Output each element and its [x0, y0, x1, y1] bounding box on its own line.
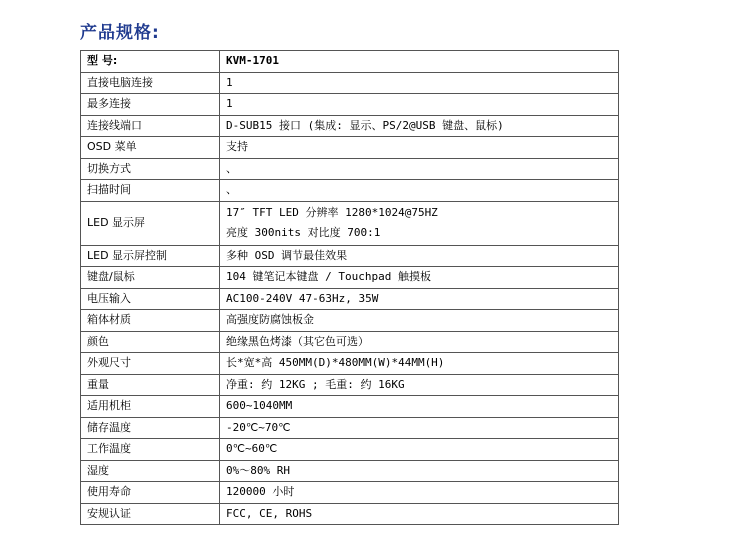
table-row — [81, 245, 619, 267]
spec-label: 型 号: — [81, 51, 220, 73]
table-row — [81, 94, 619, 116]
table-row — [81, 503, 619, 525]
spec-value: 120000 小时 — [220, 482, 619, 504]
spec-value: 、 — [220, 180, 619, 202]
spec-label: 最多连接 — [81, 94, 220, 116]
spec-label: 适用机柜 — [81, 396, 220, 418]
spec-label: 键盘/鼠标 — [81, 267, 220, 289]
spec-label: 箱体材质 — [81, 310, 220, 332]
spec-label: 电压输入 — [81, 288, 220, 310]
spec-label: OSD 菜单 — [81, 137, 220, 159]
spec-label: 重量 — [81, 374, 220, 396]
spec-value: 支持 — [220, 137, 619, 159]
page-title: 产品规格: — [80, 23, 160, 43]
spec-value: 高强度防腐蚀板金 — [220, 310, 619, 332]
table-row — [81, 137, 619, 159]
spec-value: 、 — [220, 158, 619, 180]
table-row — [81, 288, 619, 310]
spec-label: 直接电脑连接 — [81, 72, 220, 94]
spec-label: 外观尺寸 — [81, 353, 220, 375]
spec-value — [220, 201, 619, 245]
table-header-row — [81, 51, 619, 73]
spec-value: D-SUB15 接口 (集成: 显示、PS/2@USB 键盘、鼠标) — [220, 115, 619, 137]
spec-value: -20℃~70℃ — [220, 417, 619, 439]
spec-value: AC100-240V 47-63Hz, 35W — [220, 288, 619, 310]
table-row — [81, 353, 619, 375]
table-row — [81, 460, 619, 482]
table-row — [81, 417, 619, 439]
spec-value: 绝缘黑色烤漆（其它色可选） — [220, 331, 619, 353]
spec-value: 0℃~60℃ — [220, 439, 619, 461]
table-row — [81, 72, 619, 94]
spec-value: 1 — [220, 72, 619, 94]
spec-value: 600~1040MM — [220, 396, 619, 418]
table-row — [81, 158, 619, 180]
table-row — [81, 115, 619, 137]
spec-value: KVM-1701 — [220, 51, 619, 73]
table-row — [81, 310, 619, 332]
spec-table — [80, 50, 619, 525]
table-row — [81, 267, 619, 289]
spec-value: 1 — [220, 94, 619, 116]
table-row — [81, 396, 619, 418]
spec-value-line: 亮度 300nits 对比度 700:1 — [226, 226, 381, 239]
spec-label: 切换方式 — [81, 158, 220, 180]
table-row — [81, 180, 619, 202]
spec-label: 使用寿命 — [81, 482, 220, 504]
spec-value: 0%～80% RH — [220, 460, 619, 482]
spec-label: 扫描时间 — [81, 180, 220, 202]
table-row — [81, 374, 619, 396]
spec-value: 多种 OSD 调节最佳效果 — [220, 245, 619, 267]
spec-value: 104 键笔记本键盘 / Touchpad 触摸板 — [220, 267, 619, 289]
spec-value: 净重: 约 12KG ; 毛重: 约 16KG — [220, 374, 619, 396]
spec-label: LED 显示屏 — [81, 201, 220, 245]
table-row — [81, 331, 619, 353]
spec-label: 安规认证 — [81, 503, 220, 525]
table-row — [81, 439, 619, 461]
spec-label: 工作温度 — [81, 439, 220, 461]
spec-value: 长*宽*高 450MM(D)*480MM(W)*44MM(H) — [220, 353, 619, 375]
spec-label: 储存温度 — [81, 417, 220, 439]
spec-label: 湿度 — [81, 460, 220, 482]
spec-value-line: 17″ TFT LED 分辨率 1280*1024@75HZ — [226, 206, 438, 219]
table-row — [81, 201, 619, 245]
spec-label: 连接线端口 — [81, 115, 220, 137]
spec-label: 颜色 — [81, 331, 220, 353]
table-row — [81, 482, 619, 504]
spec-value: FCC, CE, ROHS — [220, 503, 619, 525]
spec-label: LED 显示屏控制 — [81, 245, 220, 267]
